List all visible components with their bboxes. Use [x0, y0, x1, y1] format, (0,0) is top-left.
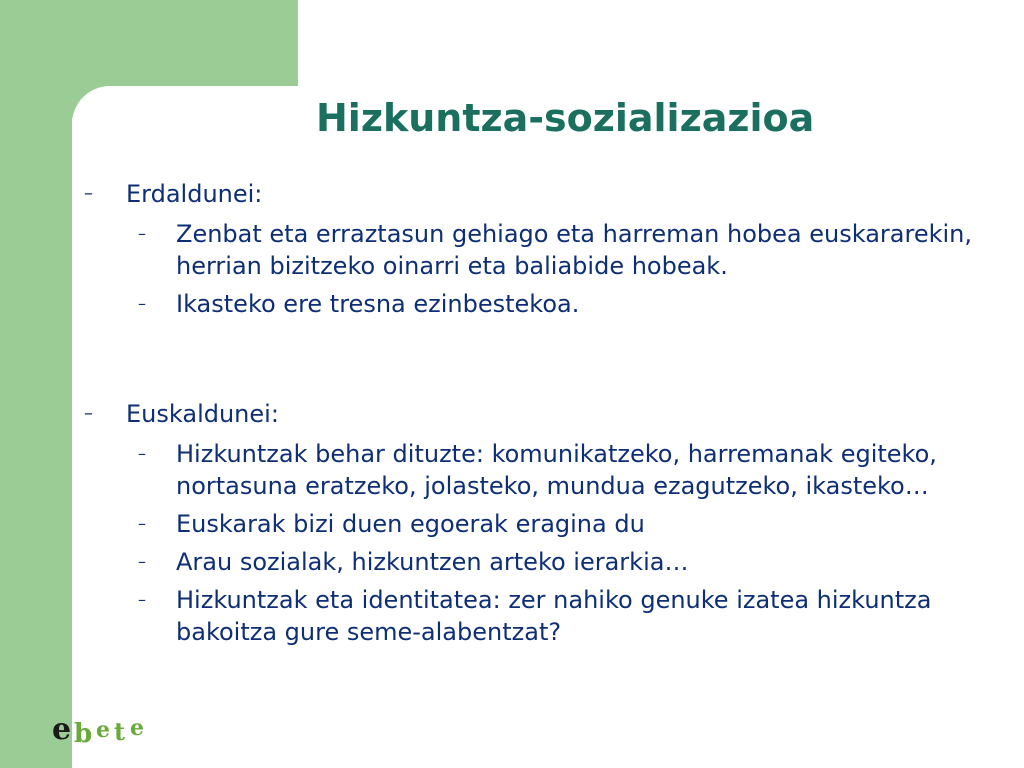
bullet-dash: – [138, 514, 146, 533]
svg-text:e: e [52, 712, 72, 746]
svg-text:t: t [114, 717, 126, 746]
list-item-text: Arau sozialak, hizkuntzen arteko ierarkia… [176, 548, 689, 576]
section-heading-text: Euskaldunei: [126, 400, 279, 428]
bullet-dash: – [84, 403, 93, 424]
list-item-text: Euskarak bizi duen egoerak eragina du [176, 510, 645, 538]
bullet-dash: – [138, 552, 146, 571]
svg-text:e: e [96, 717, 110, 743]
svg-text:e: e [130, 715, 144, 741]
bullet-dash: – [138, 590, 146, 609]
section-heading-euskaldunei [84, 398, 1004, 430]
section-gap [84, 320, 1004, 398]
list-item-text: Zenbat eta erraztasun gehiago eta harreman hobea euskararekin, herrian bizitzeko oinarri eta baliabide hobeak. [176, 220, 972, 280]
bullet-dash: – [138, 294, 146, 313]
ebete-logo [50, 706, 160, 746]
list-item [84, 508, 1004, 540]
list-item [84, 584, 1004, 648]
svg-text:b: b [74, 719, 93, 746]
list-item [84, 288, 1004, 320]
list-item-text: Ikasteko ere tresna ezinbestekoa. [176, 290, 580, 318]
slide-title: Hizkuntza-sozializazioa [316, 96, 815, 140]
list-item [84, 546, 1004, 578]
list-item-text: Hizkuntzak behar dituzte: komunikatzeko, harremanak egiteko, nortasuna eratzeko, jolasteko, mundua ezagutzeko, ikasteko… [176, 440, 937, 500]
bullet-dash: – [138, 444, 146, 463]
list-item-text: Hizkuntzak eta identitatea: zer nahiko genuke izatea hizkuntza bakoitza gure seme-alabentzat? [176, 586, 932, 646]
section-heading-erdaldunei [84, 178, 1004, 210]
section-heading-text: Erdaldunei: [126, 180, 263, 208]
list-item [84, 218, 1004, 282]
bullet-dash: – [84, 183, 93, 204]
list-item [84, 438, 1004, 502]
slide-body [84, 178, 1004, 648]
bullet-dash: – [138, 224, 146, 243]
